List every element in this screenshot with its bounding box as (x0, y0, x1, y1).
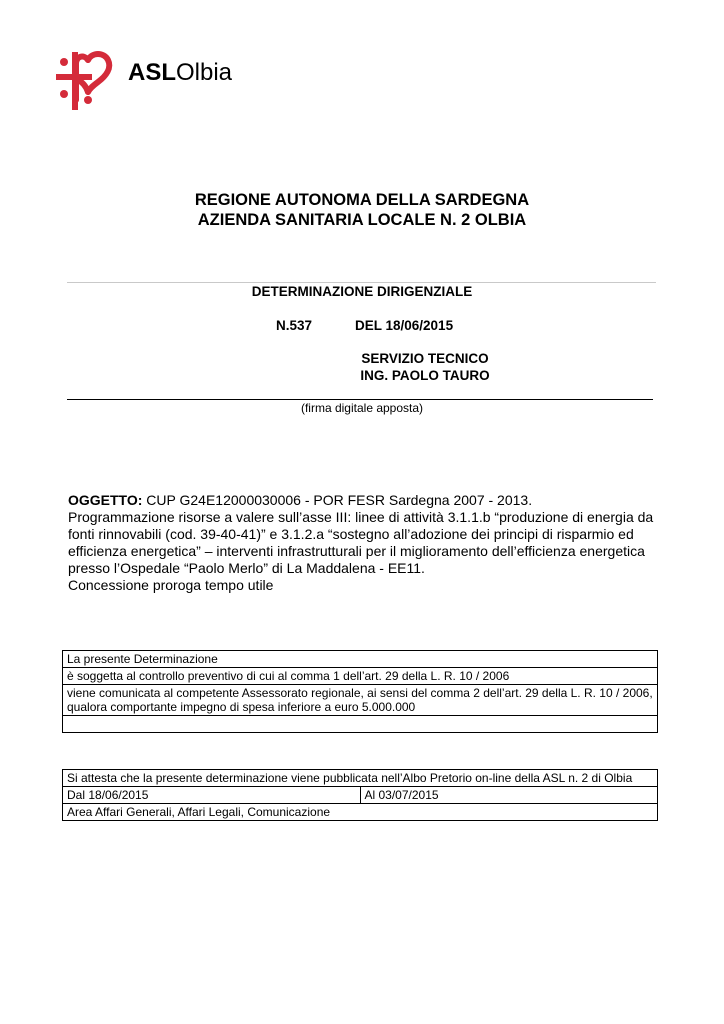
logo-wordmark: ASLOlbia (128, 59, 233, 86)
publication-to: Al 03/07/2015 (360, 787, 658, 804)
manager-name: ING. PAOLO TAURO (360, 368, 490, 383)
table-row (63, 770, 658, 787)
table-cell: Si attesta che la presente determinazione viene pubblicata nell’Albo Pretorio on-line della ASL n. 2 di Olbia (63, 770, 658, 787)
subject-last-line: Concessione proroga tempo utile (68, 577, 274, 593)
service-block (355, 350, 495, 384)
divider (67, 282, 656, 283)
table-cell: viene comunicata al competente Assessorato regionale, ai sensi del comma 2 dell’art. 29 della L. R. 10 / 2006, qualora comportante impegno di spesa inferiore a euro 5.000.000 (63, 685, 658, 716)
table-row (63, 716, 658, 733)
table-row (63, 651, 658, 668)
agency-title: AZIENDA SANITARIA LOCALE N. 2 OLBIA (197, 211, 527, 229)
publication-office: Area Affari Generali, Affari Legali, Comunicazione (63, 804, 658, 821)
subject-body: Programmazione risorse a valere sull’asse III: linee di attività 3.1.1.b “produzione di energia da fonti rinnovabili (cod. 39-40-41)” e 3.1.2.a “sostegno all’adozione dei principi di risparmio ed efficienza energetica” – interventi infrastrutturali per il miglioramento dell’efficienza energetica presso l’Ospedale “Paolo Merlo” di La Maddalena - EE11. (68, 509, 654, 576)
table-row (63, 685, 658, 716)
service-name: SERVIZIO TECNICO (361, 351, 489, 366)
table-row (63, 804, 658, 821)
table-row (63, 668, 658, 685)
table-cell: La presente Determinazione (63, 651, 658, 668)
subject-label: OGGETTO: (68, 492, 143, 508)
publication-from: Dal 18/06/2015 (63, 787, 361, 804)
region-title: REGIONE AUTONOMA DELLA SARDEGNA (194, 191, 530, 209)
table-row (63, 787, 658, 804)
determination-title: DETERMINAZIONE DIRIGENZIALE (251, 284, 473, 299)
signature-note: (firma digitale apposta) (300, 401, 424, 415)
control-table (62, 650, 658, 733)
cross-heart-logo-icon (54, 50, 124, 112)
table-cell (63, 716, 658, 733)
asl-logo (54, 50, 254, 112)
subject-first-line: OGGETTO: CUP G24E12000030006 - POR FESR Sardegna 2007 - 2013. (68, 492, 533, 508)
determination-date: DEL 18/06/2015 (355, 318, 454, 333)
publication-table (62, 769, 658, 821)
table-cell: è soggetta al controllo preventivo di cui al comma 1 dell’art. 29 della L. R. 10 / 2006 (63, 668, 658, 685)
determination-number: N.537 (276, 318, 313, 333)
signature-line (67, 399, 653, 400)
subject-block (68, 492, 658, 594)
